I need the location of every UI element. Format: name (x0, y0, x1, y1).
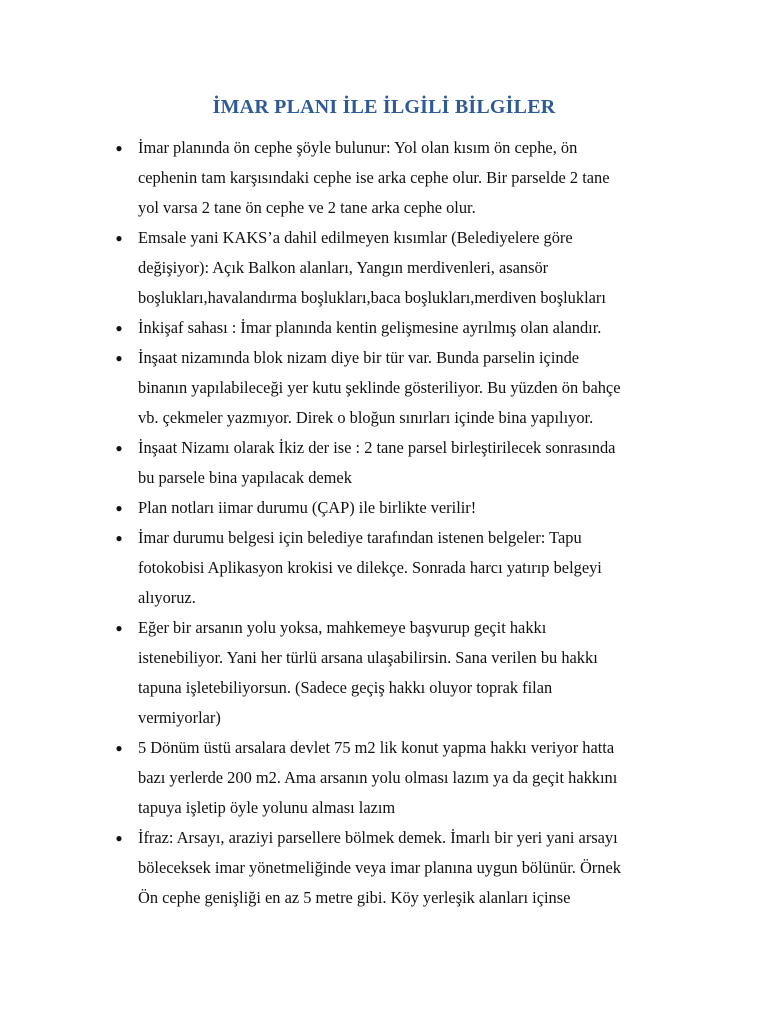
list-item-line: istenebiliyor. Yani her türlü arsana ulaşabilirsin. Sana verilen bu hakkı (138, 648, 598, 667)
list-item-line: İmar durumu belgesi için belediye tarafından istenen belgeler: Tapu (138, 528, 582, 547)
list-item-line: İnkişaf sahası : İmar planında kentin gelişmesine ayrılmış olan alandır. (138, 318, 602, 337)
list-item-line: İfraz: Arsayı, araziyi parsellere bölmek demek. İmarlı bir yeri yani arsayı (138, 828, 618, 847)
bullet-icon: ● (115, 351, 123, 365)
list-item-line: cephenin tam karşısındaki cephe ise arka cephe olur. Bir parselde 2 tane (138, 168, 610, 187)
bullet-icon: ● (115, 531, 123, 545)
list-item-line: İnşaat Nizamı olarak İkiz der ise : 2 tane parsel birleştirilecek sonrasında (138, 438, 616, 457)
bullet-icon: ● (115, 321, 123, 335)
bullet-icon: ● (115, 441, 123, 455)
bullet-icon: ● (115, 501, 123, 515)
list-item-line: Ön cephe genişliği en az 5 metre gibi. Köy yerleşik alanları içinse (138, 888, 571, 907)
bullet-icon: ● (115, 831, 123, 845)
list-item (112, 313, 672, 343)
list-item-line: Eğer bir arsanın yolu yoksa, mahkemeye başvurup geçit hakkı (138, 618, 547, 637)
list-item-line: vb. çekmeler yazmıyor. Direk o bloğun sınırları içinde bina yapılıyor. (138, 408, 594, 427)
document-title: İMAR PLANI İLE İLGİLİ BİLGİLER (212, 96, 556, 118)
list-item-line: İmar planında ön cephe şöyle bulunur: Yol olan kısım ön cephe, ön (138, 138, 578, 157)
list-item-line: binanın yapılabileceği yer kutu şeklinde gösteriliyor. Bu yüzden ön bahçe (138, 378, 621, 397)
list-item (112, 343, 672, 433)
list-item-line: bazı yerlerde 200 m2. Ama arsanın yolu olması lazım ya da geçit hakkını (138, 768, 618, 787)
bullet-icon: ● (115, 141, 123, 155)
list-item (112, 523, 672, 613)
list-item (112, 493, 672, 523)
list-item (112, 823, 672, 913)
list-item-line: 5 Dönüm üstü arsalara devlet 75 m2 lik konut yapma hakkı veriyor hatta (138, 738, 615, 757)
list-item (112, 733, 672, 823)
list-item-line: boşlukları,havalandırma boşlukları,baca boşlukları,merdiven boşlukları (138, 288, 606, 307)
list-item-line: yol varsa 2 tane ön cephe ve 2 tane arka cephe olur. (138, 198, 476, 217)
list-item-line: vermiyorlar) (138, 708, 221, 727)
list-item (112, 223, 672, 313)
list-item (112, 433, 672, 493)
list-item-line: fotokobisi Aplikasyon krokisi ve dilekçe. Sonrada harcı yatırıp belgeyi (138, 558, 602, 577)
list-item-line: tapuya işletip öyle yolunu alması lazım (138, 798, 396, 817)
list-item (112, 613, 672, 733)
bullet-icon: ● (115, 741, 123, 755)
list-item-line: değişiyor): Açık Balkon alanları, Yangın merdivenleri, asansör (138, 258, 549, 277)
bullet-list (112, 133, 672, 913)
bullet-icon: ● (115, 231, 123, 245)
list-item-line: alıyoruz. (138, 588, 196, 607)
list-item (112, 133, 672, 223)
bullet-icon: ● (115, 621, 123, 635)
list-item-line: İnşaat nizamında blok nizam diye bir tür var. Bunda parselin içinde (138, 348, 580, 367)
list-item-line: Emsale yani KAKS’a dahil edilmeyen kısımlar (Belediyelere göre (138, 228, 573, 247)
list-item-line: Plan notları iimar durumu (ÇAP) ile birlikte verilir! (138, 498, 477, 517)
list-item-line: bu parsele bina yapılacak demek (138, 468, 352, 487)
list-item-line: böleceksek imar yönetmeliğinde veya imar planına uygun bölünür. Örnek (138, 858, 621, 877)
list-item-line: tapuna işletebiliyorsun. (Sadece geçiş hakkı oluyor toprak filan (138, 678, 553, 697)
